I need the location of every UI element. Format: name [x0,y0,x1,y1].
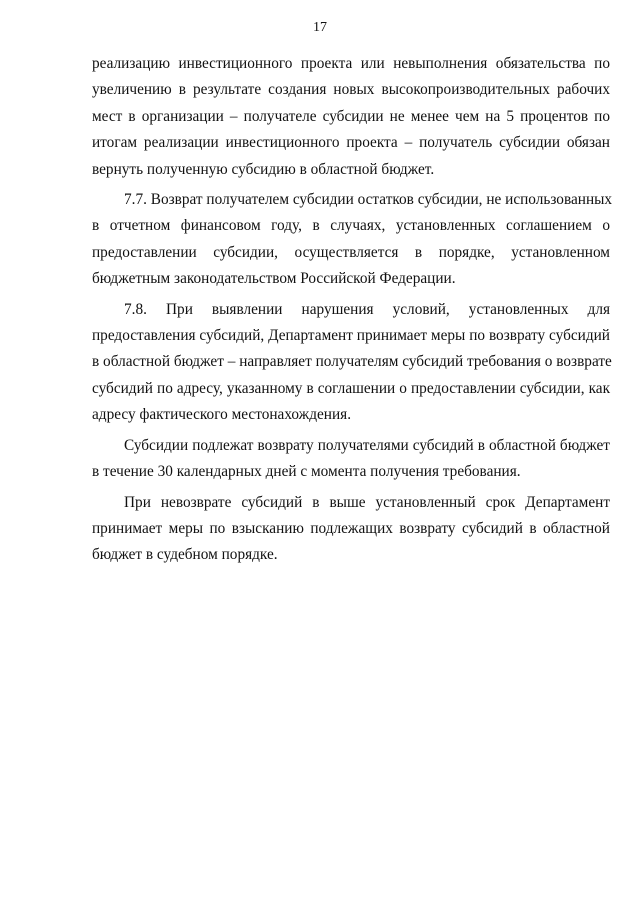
text-line: мест в организации – получателе субсидии не менее чем на 5 процентов по [92,107,610,125]
text-line: 7.8. При выявлении нарушения условий, установленных для [124,300,610,318]
paragraph-court-recovery [92,490,610,569]
text-line: При невозврате субсидий в выше установленный срок Департамент [124,493,610,511]
text-line: в областной бюджет – направляет получателям субсидий требования о возврате [92,353,612,371]
paragraph-return-deadline [92,433,610,486]
document-body [92,51,613,569]
text-line: субсидий по адресу, указанному в соглашении о предоставлении субсидии, как [92,379,610,397]
text-line: увеличению в результате создания новых высокопроизводительных рабочих [92,81,610,99]
text-line: предоставлении субсидии, осуществляется в порядке, установленном [92,243,610,261]
text-line: бюджет в судебном порядке. [92,546,278,564]
paragraph-subsidy-return-obligation [92,51,610,183]
text-line: предоставления субсидий, Департамент принимает меры по возврату субсидий [92,327,610,345]
text-line: итогам реализации инвестиционного проекта – получатель субсидии обязан [92,134,610,152]
text-line: 7.7. Возврат получателем субсидии остатков субсидии, не использованных [124,191,613,209]
page-number: 17 [313,20,327,35]
text-line: адресу фактического местонахождения. [92,406,352,424]
text-line: Субсидии подлежат возврату получателями субсидий в областной бюджет [124,436,610,454]
text-line: реализацию инвестиционного проекта или невыполнения обязательства по [92,55,610,72]
text-line: принимает меры по взысканию подлежащих возврату субсидий в областной [92,519,610,537]
paragraph-7-7 [92,187,613,293]
paragraph-7-8 [92,297,610,429]
text-line: вернуть полученную субсидию в областной бюджет. [92,160,435,178]
text-line: в отчетном финансовом году, в случаях, установленных соглашением о [92,217,610,235]
text-line: бюджетным законодательством Российской Федерации. [92,270,456,288]
text-line: в течение 30 календарных дней с момента получения требования. [92,463,521,481]
